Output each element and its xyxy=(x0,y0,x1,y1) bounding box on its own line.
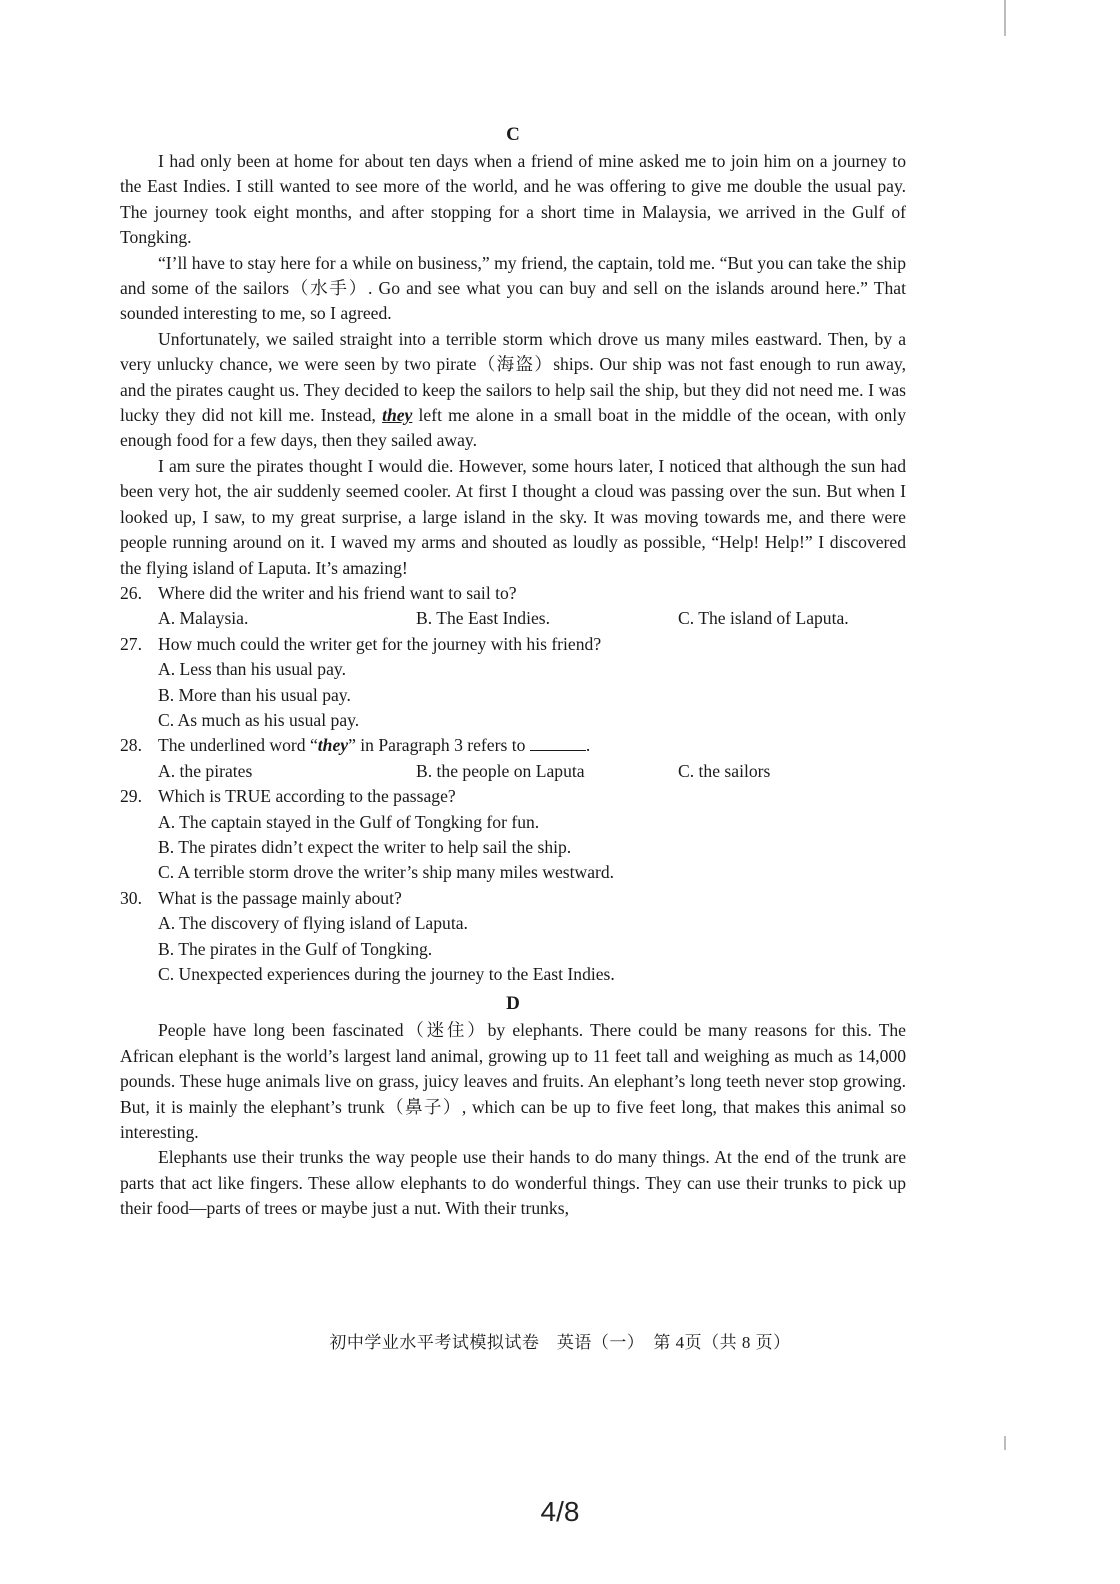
question-26 xyxy=(120,581,906,606)
question-number: 30. xyxy=(120,887,142,908)
question-30 xyxy=(120,886,906,911)
section-c-heading: C xyxy=(506,124,520,145)
question-28-options xyxy=(158,759,906,784)
question-number: 29. xyxy=(120,786,142,807)
passage-c-paragraph-4: I am sure the pirates thought I would die. However, some hours later, I noticed that although the sun had been very hot, the air suddenly seemed cooler. At first I thought a cloud was passing over the sun. But when I looked up, I saw, to my great surprise, a large island in the sky. It was moving towards me, and there were people running around on it. I waved my arms and shouted as loudly as possible, “Help! Help!” I discovered the flying island of Laputa. It’s amazing! xyxy=(120,455,906,578)
option-c[interactable]: C. Unexpected experiences during the journey to the East Indies. xyxy=(158,964,615,984)
option-a[interactable]: A. Less than his usual pay. xyxy=(158,659,346,680)
passage-c-paragraph-3 xyxy=(120,327,906,454)
stem-word-they: they xyxy=(317,735,349,756)
stem-text-before: The underlined word “ xyxy=(158,735,318,756)
passage-c-paragraph-2: “I’ll have to stay here for a while on business,” my friend, the captain, told me. “But you can take the ship and some of the sailors（水手）. Go and see what you can buy and sell on the islands around here.” That sounded interesting to me, so I agreed. xyxy=(120,252,906,324)
question-number: 27. xyxy=(120,633,142,654)
option-c[interactable]: C. A terrible storm drove the writer’s ship many miles westward. xyxy=(158,862,615,883)
underlined-word-they: they xyxy=(382,405,413,426)
passage-c-paragraph-1: I had only been at home for about ten days when a friend of mine asked me to join him on a journey to the East Indies. I still wanted to see more of the world, and he was offering to give me double the usual pay. The journey took eight months, and after stopping for a short time in Malaysia, we arrived in the Gulf of Tongking. xyxy=(120,151,906,248)
passage-d-paragraph-1: People have long been fascinated（迷住）by elephants. There could be many reasons for this. The African elephant is the world’s largest land animal, growing up to 11 feet tall and weighing as much as 14,000 pounds. These huge animals live on grass, juicy leaves and fruits. An elephant’s long teeth never stop growing. But, it is mainly the elephant’s trunk（鼻子）, which can be up to five feet long, that makes this animal so interesting. xyxy=(120,1020,906,1143)
question-stem: What is the passage mainly about? xyxy=(158,887,402,908)
question-stem xyxy=(158,733,906,758)
passage-d-paragraph-2: Elephants use their trunks the way people use their hands to do many things. At the end of the trunk are parts that act like fingers. These allow elephants to do wonderful things. They can use their trunks to pick up their food—parts of trees or maybe just a nut. With their trunks, xyxy=(120,1147,906,1219)
paragraph-3-text-after: left me alone in a small boat in the middle of the ocean, with only enough food for a few days, then they sailed away. xyxy=(120,405,906,451)
option-b[interactable]: B. The pirates in the Gulf of Tongking. xyxy=(158,938,433,959)
stem-text-after: ” in Paragraph 3 refers to xyxy=(348,735,526,756)
option-b[interactable]: B. the people on Laputa xyxy=(416,760,585,781)
option-b[interactable]: B. The pirates didn’t expect the writer to help sail the ship. xyxy=(158,836,572,857)
stem-period: . xyxy=(585,735,591,756)
paragraph-3-text-before: Unfortunately, we sailed straight into a terrible storm which drove us many miles eastward. Then, by a very unlucky chance, we were seen by two pirate（海盗）ships. Our ship was not fast enough to run away, and the pirates caught us. They decided to keep the sailors to help sail the ship, but they did not need me. I was lucky they did not kill me. Instead, xyxy=(120,328,906,426)
question-stem: How much could the writer get for the journey with his friend? xyxy=(158,633,602,654)
page-footer: 初中学业水平考试模拟试卷 英语（一） 第 4页（共 8 页） xyxy=(329,1333,791,1352)
question-stem: Which is TRUE according to the passage? xyxy=(158,786,456,807)
question-26-options xyxy=(158,606,906,631)
scan-edge-line xyxy=(1004,1436,1006,1450)
option-a[interactable]: A. The captain stayed in the Gulf of Tongking for fun. xyxy=(158,811,540,832)
page-indicator: 4/8 xyxy=(540,1496,580,1527)
option-c[interactable]: C. The island of Laputa. xyxy=(678,608,849,629)
exam-content xyxy=(120,118,906,1222)
question-29 xyxy=(120,784,906,809)
question-number: 28. xyxy=(120,735,142,756)
option-b[interactable]: B. More than his usual pay. xyxy=(158,684,351,705)
option-c[interactable]: C. the sailors xyxy=(678,760,771,781)
option-c[interactable]: C. As much as his usual pay. xyxy=(158,709,360,730)
option-a[interactable]: A. the pirates xyxy=(158,760,253,781)
option-a[interactable]: A. The discovery of flying island of Laputa. xyxy=(158,913,468,934)
answer-blank[interactable] xyxy=(530,736,586,751)
question-number: 26. xyxy=(120,582,142,603)
scan-edge-line xyxy=(1004,0,1006,36)
question-stem: Where did the writer and his friend want to sail to? xyxy=(158,582,517,603)
question-27 xyxy=(120,632,906,657)
option-a[interactable]: A. Malaysia. xyxy=(158,608,249,629)
option-b[interactable]: B. The East Indies. xyxy=(416,608,551,629)
section-d-heading: D xyxy=(506,993,520,1015)
question-28 xyxy=(120,733,906,758)
